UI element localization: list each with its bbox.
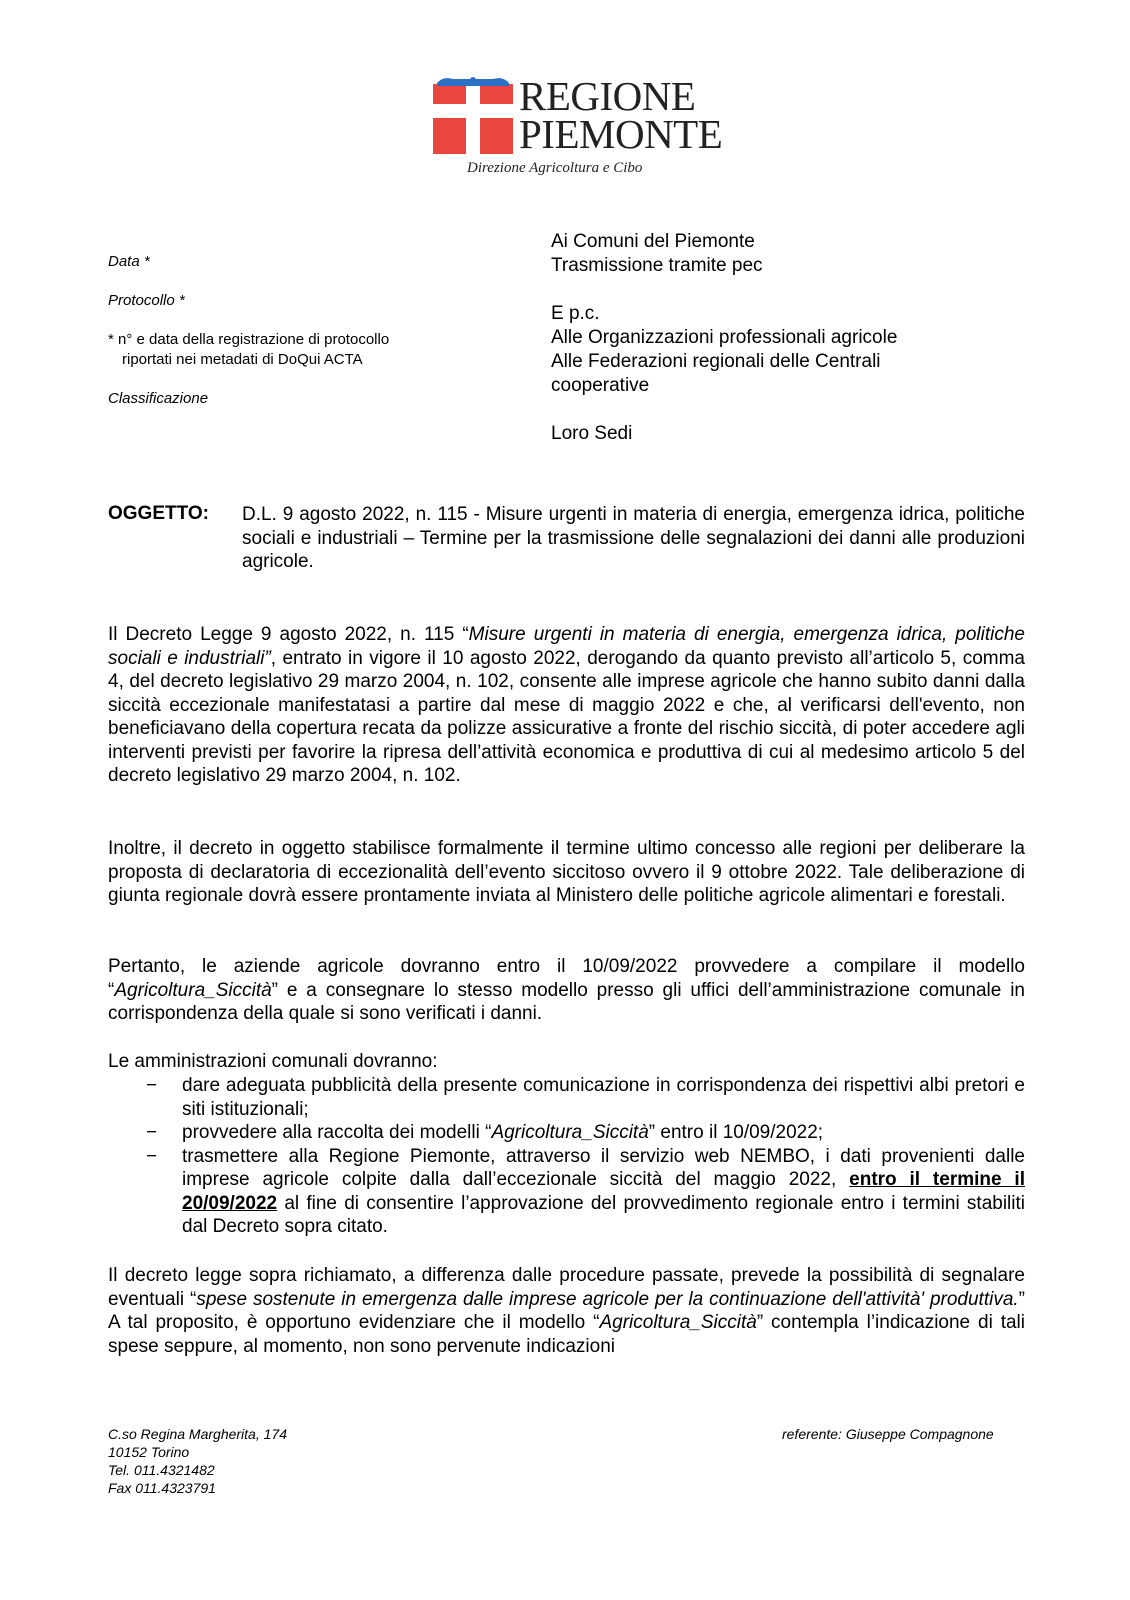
protocollo-label: Protocollo * xyxy=(108,292,185,309)
footer-addr-line: 10152 Torino xyxy=(108,1444,190,1460)
bullet-list xyxy=(146,1074,1025,1239)
p1-text-b: , entrato in vigore il 10 agosto 2022, derogando da quanto previsto all’articolo 5, comma 4, del decreto legislativo 29 marzo 2004, n. 102, consente alle imprese agricole che hanno subito danni dalla siccità eccezionale manifestatasi a partire dal mese di maggio 2022 e che, al verificarsi dell'evento, non beneficiavano della copertura recata da polizze assicurative a fronte del rischio siccità, di poter accedere agli interventi previsti per favorire la ripresa dell’attività economica e produttiva di cui al medesimo articolo 5 del decreto legislativo 29 marzo 2004, n. 102. xyxy=(108,647,1025,786)
footer-addr-line: C.so Regina Margherita, 174 xyxy=(108,1426,287,1442)
p5-text-b: ” A tal proposito, è opportuno evidenziare che il modello “ xyxy=(108,1288,1025,1333)
bullet-dash: − xyxy=(146,1122,158,1143)
recipient-line: Trasmissione tramite pec xyxy=(551,255,763,276)
footer-tel: Tel. 011.4321482 xyxy=(108,1462,215,1478)
logo-line-piemonte: PIEMONTE xyxy=(519,111,723,157)
bullet-3-text-b: al fine di consentire l’approvazione del provvedimento regionale entro i termini stabiliti dal Decreto sopra citato. xyxy=(182,1192,1025,1237)
paragraph-1 xyxy=(108,623,1025,788)
recipients-block xyxy=(551,230,897,446)
paragraph-5 xyxy=(108,1264,1025,1358)
p3-italic: Agricoltura_Siccità xyxy=(114,979,272,1001)
list-item xyxy=(146,1074,1025,1121)
regione-piemonte-logo xyxy=(433,73,723,157)
subject-text: D.L. 9 agosto 2022, n. 115 - Misure urgenti in materia di energia, emergenza idrica, politiche sociali e industriali – Termine per la trasmissione delle segnalazioni dei danni alle produzioni agricole. xyxy=(242,504,1025,572)
p3-text-a: Pertanto, le aziende agricole dovranno entro il 10/09/2022 provvedere a compilare il modello “ xyxy=(108,956,1025,1001)
deadline-highlight: entro il termine il 20/09/2022 xyxy=(182,1169,1025,1214)
paragraph-2 xyxy=(108,837,1025,908)
recipient-line: Loro Sedi xyxy=(551,423,633,444)
recipient-line: cooperative xyxy=(551,375,650,396)
recipient-line: Ai Comuni del Piemonte xyxy=(551,231,755,252)
bullet-dash: − xyxy=(146,1075,158,1096)
footer-address xyxy=(108,1425,287,1497)
classificazione-label: Classificazione xyxy=(108,390,209,407)
list-item xyxy=(146,1121,1025,1145)
bullet-3-text-a: trasmettere alla Regione Piemonte, attraverso il servizio web NEMBO, i dati provenienti dalle imprese agricole colpite dalla dall’eccezionale siccità del maggio 2022, xyxy=(182,1145,1025,1190)
protocol-note-line1: * n° e data della registrazione di protocollo xyxy=(108,331,390,348)
p1-italic: Misure urgenti in materia di energia, emergenza idrica, politiche sociali e industriali” xyxy=(108,624,1025,669)
p5-italic-2: Agricoltura_Siccità xyxy=(599,1312,757,1333)
p4-text: Le amministrazioni comunali dovranno: xyxy=(108,1051,438,1072)
recipient-line: Alle Organizzazioni professionali agricole xyxy=(551,327,898,348)
p5-text-c: ” contempla l’indicazione di tali spese seppure, al momento, non sono pervenute indicazioni xyxy=(108,1312,1025,1357)
subject-label: OGGETTO: xyxy=(108,503,209,524)
list-item xyxy=(146,1145,1025,1239)
bullet-dash: − xyxy=(146,1145,158,1167)
protocol-note-line2: riportati nei metadati di DoQui ACTA xyxy=(122,351,363,368)
footer-fax: Fax 011.4323791 xyxy=(108,1480,216,1496)
bullet-2-italic: Agricoltura_Siccità xyxy=(491,1122,649,1143)
bullet-2-text-a: provvedere alla raccolta dei modelli “ xyxy=(182,1122,492,1143)
p2-text: Inoltre, il decreto in oggetto stabilisce formalmente il termine ultimo concesso alle regioni per deliberare la proposta di declaratoria di eccezionalità dell’evento siccitoso ovvero il 9 ottobre 2022. Tale deliberazione di giunta regionale dovrà essere prontamente inviata al Ministero delle politiche agricole alimentari e forestali. xyxy=(108,838,1025,906)
p1-text-a: Il Decreto Legge 9 agosto 2022, n. 115 “ xyxy=(108,624,469,645)
p3-text-b: ” e a consegnare lo stesso modello presso gli uffici dell’amministrazione comunale in corrispondenza della quale si sono verificati i danni. xyxy=(108,979,1025,1024)
bullet-1-text: dare adeguata pubblicità della presente comunicazione in corrispondenza dei rispettivi albi pretori e siti istituzionali; xyxy=(182,1075,1025,1120)
footer-referente: referente: Giuseppe Compagnone xyxy=(782,1426,994,1442)
p5-text-a: Il decreto legge sopra richiamato, a differenza dalle procedure passate, prevede la possibilità di segnalare eventuali “ xyxy=(108,1265,1025,1310)
paragraph-4 xyxy=(108,1050,1025,1074)
logo-line-regione: REGIONE xyxy=(519,73,696,119)
p5-italic: spese sostenute in emergenza dalle imprese agricole per la continuazione dell'attività' produttiva. xyxy=(196,1288,1019,1310)
data-label: Data * xyxy=(108,253,150,270)
department-subtitle: Direzione Agricoltura e Cibo xyxy=(467,160,643,176)
paragraph-3 xyxy=(108,955,1025,1026)
recipient-line: Alle Federazioni regionali delle Centrali xyxy=(551,351,881,372)
bullet-2-text-b: ” entro il 10/09/2022; xyxy=(648,1122,824,1143)
piemonte-cross-icon xyxy=(433,74,513,154)
recipient-line: E p.c. xyxy=(551,303,600,324)
